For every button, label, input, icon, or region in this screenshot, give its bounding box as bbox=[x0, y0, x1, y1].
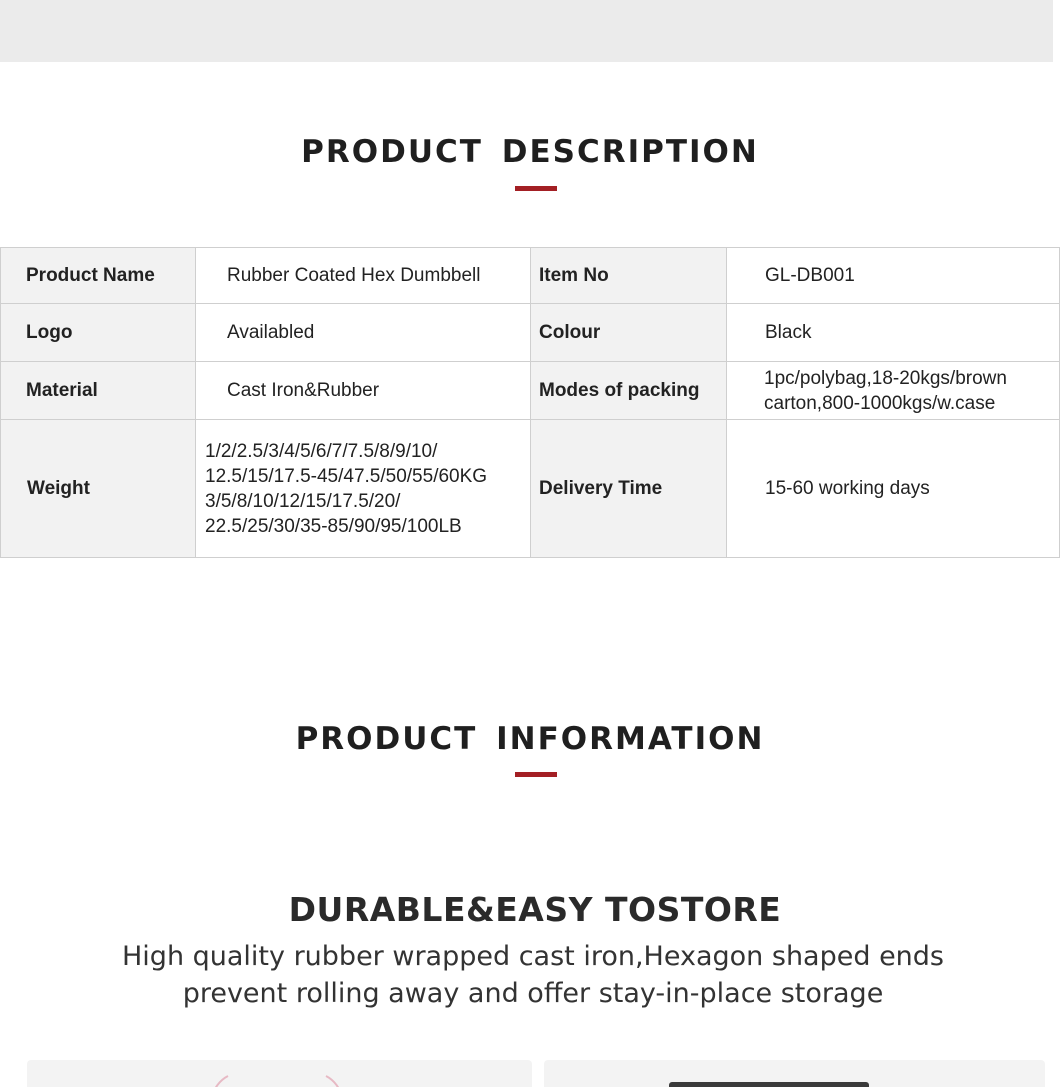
table-row bbox=[1, 248, 1060, 304]
feature-description-line: High quality rubber wrapped cast iron,Hexagon shaped ends bbox=[122, 941, 944, 972]
spec-label-delivery-time: Delivery Time bbox=[531, 420, 727, 558]
top-banner-band bbox=[0, 0, 1053, 62]
spec-label-product-name: Product Name bbox=[1, 248, 196, 304]
spec-label-item-no: Item No bbox=[531, 248, 727, 304]
feature-description bbox=[0, 938, 1060, 1012]
weight-line: 12.5/15/17.5-45/47.5/50/55/60KG bbox=[205, 465, 488, 487]
product-photo-partial bbox=[202, 1072, 352, 1087]
weight-line: 1/2/2.5/3/4/5/6/7/7.5/8/9/10/ bbox=[205, 440, 438, 462]
table-row bbox=[1, 304, 1060, 362]
title-underline-bar bbox=[515, 772, 557, 777]
spec-label-packing: Modes of packing bbox=[531, 362, 727, 420]
title-underline-bar bbox=[515, 186, 557, 191]
feature-description-line: prevent rolling away and offer stay-in-place storage bbox=[182, 978, 884, 1009]
spec-value-material: Cast Iron&Rubber bbox=[196, 362, 531, 420]
table-row bbox=[1, 420, 1060, 558]
product-photo-partial bbox=[669, 1082, 869, 1087]
spec-label-material: Material bbox=[1, 362, 196, 420]
spec-value-item-no: GL-DB001 bbox=[727, 248, 1060, 304]
product-description-title: PRODUCT DESCRIPTION bbox=[301, 134, 759, 170]
spec-table bbox=[0, 247, 1060, 558]
spec-value-logo: Availabled bbox=[196, 304, 531, 362]
table-row bbox=[1, 362, 1060, 420]
spec-value-colour: Black bbox=[727, 304, 1060, 362]
spec-value-delivery-time: 15-60 working days bbox=[727, 420, 1060, 558]
weight-line: 22.5/25/30/35-85/90/95/100LB bbox=[205, 515, 462, 537]
spec-value-packing: 1pc/polybag,18-20kgs/brown carton,800-1000kgs/w.case bbox=[727, 362, 1060, 420]
product-image-left bbox=[27, 1060, 532, 1087]
product-information-title: PRODUCT INFORMATION bbox=[295, 721, 765, 757]
feature-title: DURABLE&EASY TOSTORE bbox=[288, 890, 782, 929]
weight-line: 3/5/8/10/12/15/17.5/20/ bbox=[205, 490, 401, 512]
spec-value-weight bbox=[196, 420, 531, 558]
product-image-right bbox=[544, 1060, 1045, 1087]
spec-label-colour: Colour bbox=[531, 304, 727, 362]
spec-value-product-name: Rubber Coated Hex Dumbbell bbox=[196, 248, 531, 304]
spec-label-logo: Logo bbox=[1, 304, 196, 362]
spec-label-weight: Weight bbox=[1, 420, 196, 558]
